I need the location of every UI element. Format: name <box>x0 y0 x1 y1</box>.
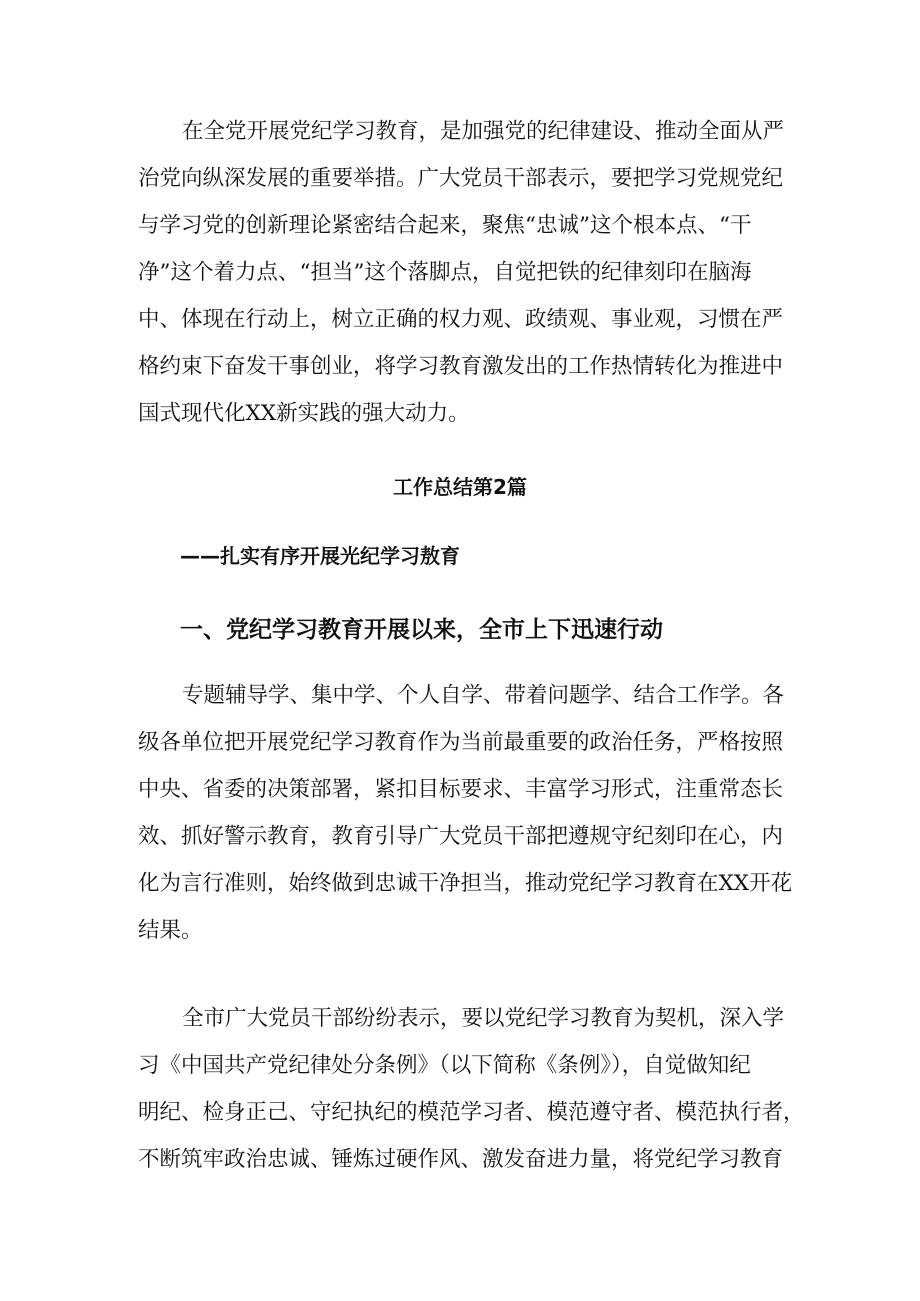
paragraph-line: 结果。 <box>138 918 203 943</box>
section-heading: 一、党纪学习教育开展以来，全市上下迅速行动 <box>180 617 663 643</box>
paragraph-line: 在全党开展党纪学习教育，是加强党的纪律建设、推动全面从严 <box>182 119 785 144</box>
paragraph-line: 中、体现在行动上，树立正确的权力观、政绩观、事业观，习惯在严 <box>138 307 784 332</box>
paragraph-line: 化为言行准则，始终做到忠诚干净担当，推动党纪学习教育在XX开花 <box>138 871 793 896</box>
paragraph-line: 治党向纵深发展的重要举措。广大党员干部表示，要把学习党规党纪 <box>138 166 784 191</box>
paragraph-line: 习《中国共产党纪律处分条例》（以下简称《条例》），自觉做知纪 <box>138 1053 751 1078</box>
paragraph-line: 专题辅导学、集中学、个人自学、带着问题学、结合工作学。各 <box>182 683 785 708</box>
paragraph-line: 效、抓好警示教育，教育引导广大党员干部把遵规守纪刻印在心，内 <box>138 824 784 849</box>
paragraph-line: 与学习党的创新理论紧密结合起来，聚焦“忠诚”这个根本点、“干 <box>138 213 752 238</box>
paragraph-line: 全市广大党员干部纷纷表示，要以党纪学习教育为契机，深入学 <box>182 1006 785 1031</box>
article-title: 工作总结第2篇 <box>393 475 527 499</box>
paragraph-line: 国式现代化XX新实践的强大动力。 <box>138 401 470 426</box>
paragraph-line: 级各单位把开展党纪学习教育作为当前最重要的政治任务，严格按照 <box>138 730 784 755</box>
paragraph-line: 中央、省委的决策部署，紧扣目标要求、丰富学习形式，注重常态长 <box>138 777 784 802</box>
paragraph-line: 格约束下奋发干事创业，将学习教育激发出的工作热情转化为推进中 <box>138 354 784 379</box>
paragraph-line: 不断筑牢政治忠诚、锤炼过硬作风、激发奋进力量，将党纪学习教育 <box>138 1147 784 1172</box>
paragraph-line: 明纪、检身正己、守纪执纪的模范学习者、模范遵守者、模范执行者， <box>138 1100 805 1125</box>
article-subtitle: ——扎实有序开展光纪学习敖育 <box>180 544 460 568</box>
paragraph-line: 净”这个着力点、“担当”这个落脚点，自觉把铁的纪律刻印在脑海 <box>138 260 752 285</box>
